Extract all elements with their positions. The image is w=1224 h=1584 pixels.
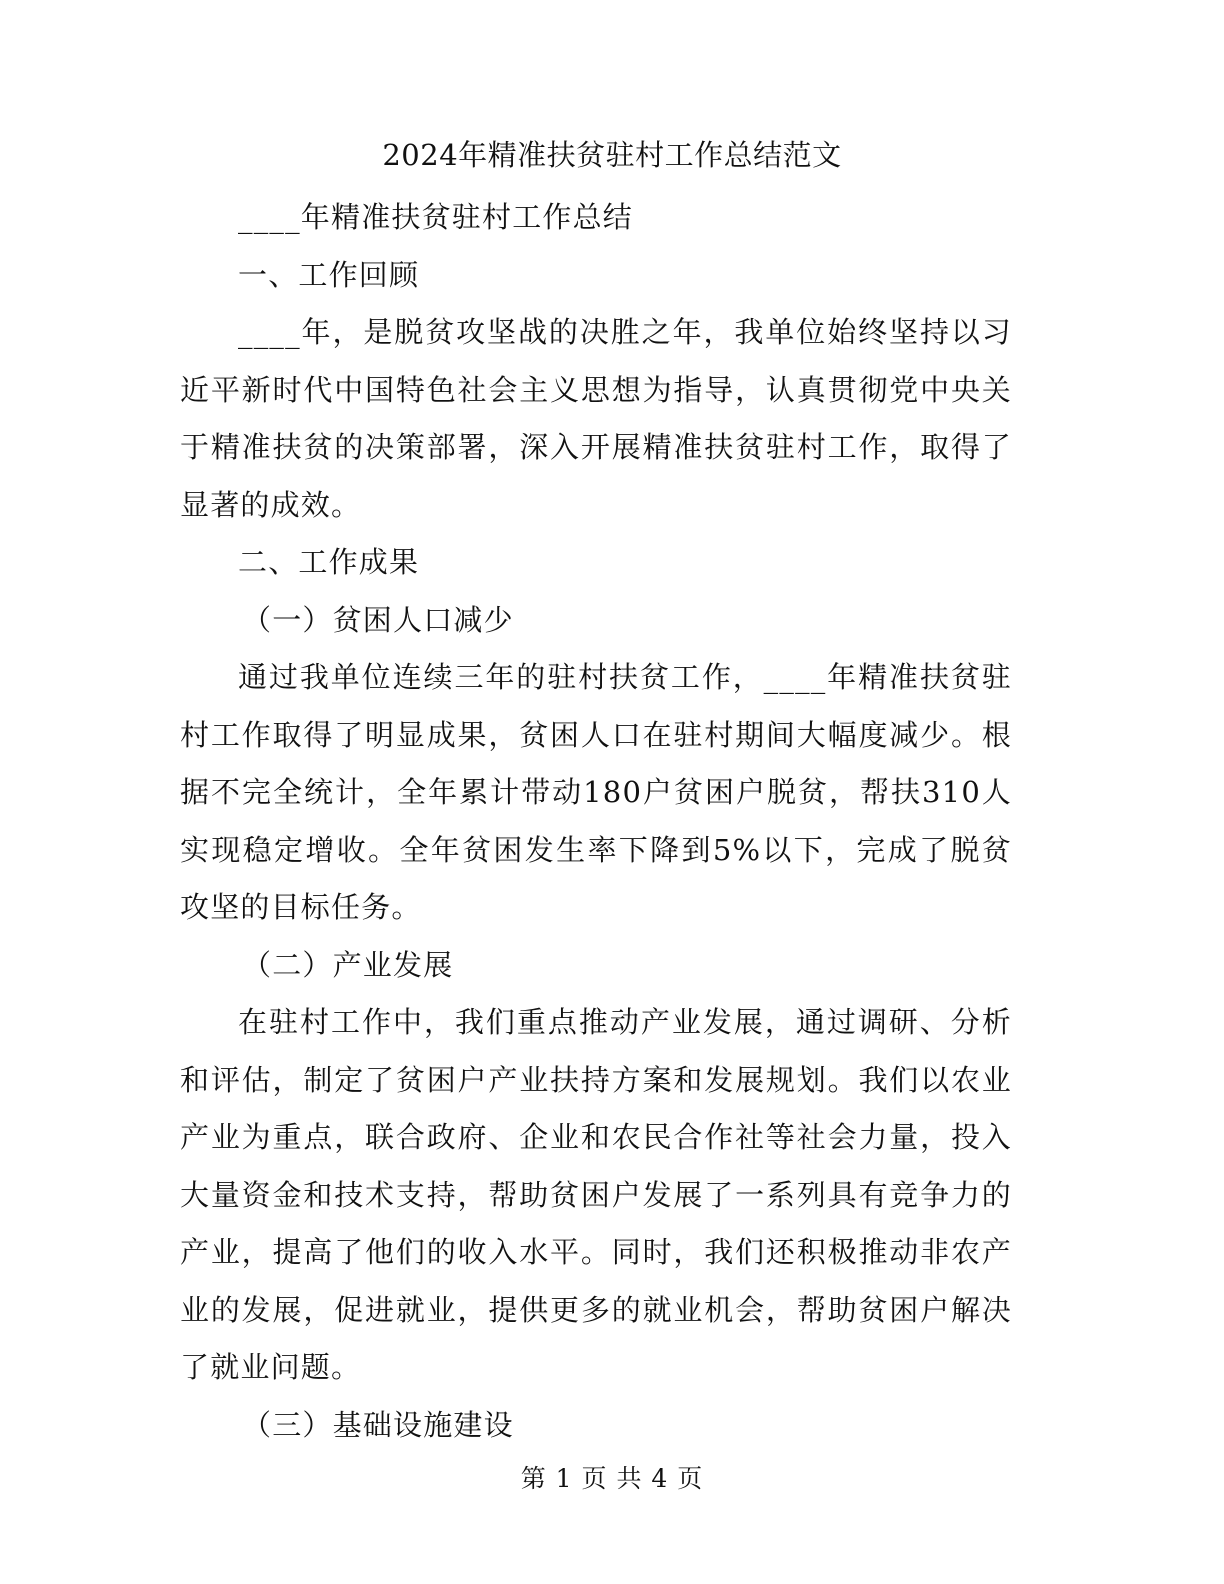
paragraph-industry-development: 在驻村工作中，我们重点推动产业发展，通过调研、分析和评估，制定了贫困户产业扶持方案和发展规划。我们以农业产业为重点，联合政府、企业和农民合作社等社会力量，投入大量资金和技术支持，帮助贫困户发展了一系列具有竞争力的产业，提高了他们的收入水平。同时，我们还积极推动非农产业的发展，促进就业，提供更多的就业机会，帮助贫困户解决了就业问题。 <box>180 1005 1012 1384</box>
section-heading-results: 二、工作成果 <box>238 545 420 579</box>
section-heading-review: 一、工作回顾 <box>238 257 420 292</box>
subheading-poverty-reduction: （一）贫困人口减少 <box>242 602 514 637</box>
page-footer: 第 1 页 共 4 页 <box>520 1464 704 1493</box>
document-body <box>180 189 1012 1454</box>
document-title: 2024年精准扶贫驻村工作总结范文 <box>382 138 842 172</box>
paragraph-poverty-reduction: 通过我单位连续三年的驻村扶贫工作，____年精准扶贫驻村工作取得了明显成果，贫困人口在驻村期间大幅度减少。根据不完全统计，全年累计带动180户贫困户脱贫，帮扶310人实现稳定增收。全年贫困发生率下降到5%以下，完成了脱贫攻坚的目标任务。 <box>180 660 1012 924</box>
subtitle: ____年精准扶贫驻村工作总结 <box>238 200 634 234</box>
subheading-industry-development: （二）产业发展 <box>242 947 454 982</box>
subheading-infrastructure: （三）基础设施建设 <box>242 1407 514 1442</box>
paragraph-review: ____年，是脱贫攻坚战的决胜之年，我单位始终坚持以习近平新时代中国特色社会主义思想为指导，认真贯彻党中央关于精准扶贫的决策部署，深入开展精准扶贫驻村工作，取得了显著的成效。 <box>180 315 1012 522</box>
